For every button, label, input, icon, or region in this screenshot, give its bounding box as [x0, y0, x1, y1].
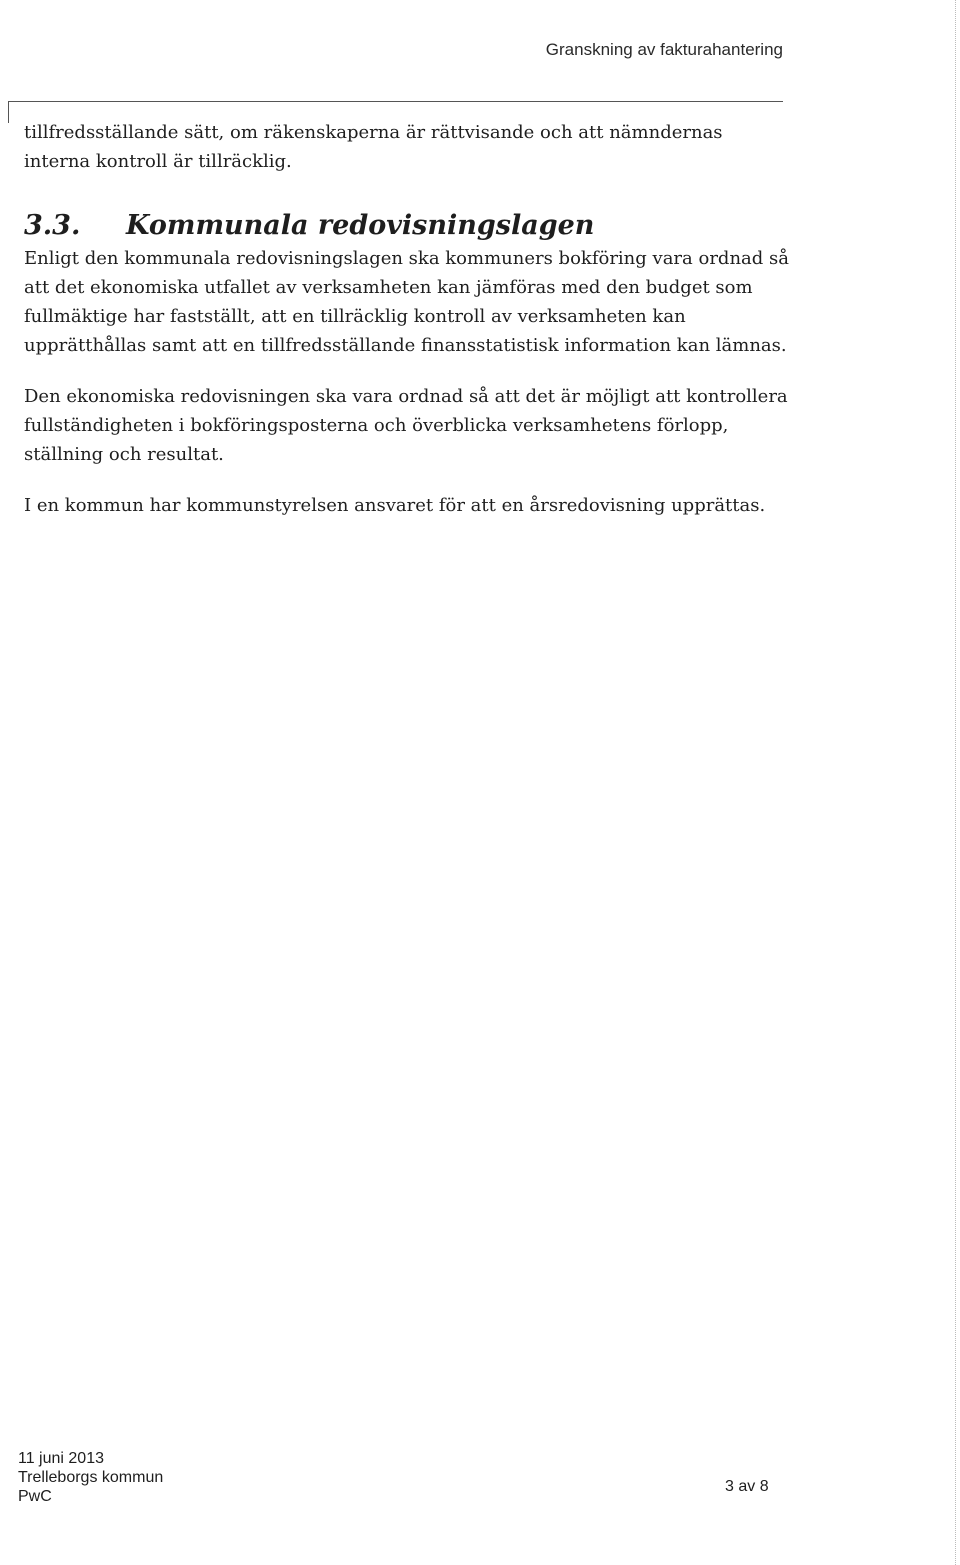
header-margin-mark: [8, 101, 9, 123]
footer-organization: Trelleborgs kommun: [18, 1469, 164, 1486]
section-title: Kommunala redovisningslagen: [126, 210, 595, 241]
page-edge-line: [955, 0, 956, 1565]
body-paragraph-3: I en kommun har kommunstyrelsen ansvaret för att en årsredovisning upprättas.: [24, 495, 766, 516]
header-divider: [8, 101, 783, 102]
page-number: 3 av 8: [725, 1478, 769, 1495]
section-number: 3.3.: [24, 210, 81, 241]
intro-continued-paragraph: tillfredsställande sätt, om räkenskaperna är rättvisande och att nämndernas interna kontroll är tillräcklig.: [24, 122, 723, 172]
running-header-title: Granskning av fakturahantering: [545, 40, 783, 59]
body-paragraph-2: Den ekonomiska redovisningen ska vara ordnad så att det är möjligt att kontrollera fullständigheten i bokföringsposterna och överblicka verksamhetens förlopp, ställning och resultat.: [24, 386, 788, 465]
footer-firm: PwC: [18, 1488, 52, 1505]
page-footer: [18, 1449, 163, 1506]
section-heading: [24, 209, 794, 243]
footer-date: 11 juni 2013: [18, 1450, 104, 1467]
document-body: [24, 118, 794, 520]
body-paragraph-1: Enligt den kommunala redovisningslagen ska kommuners bokföring vara ordnad så att det ekonomiska utfallet av verksamheten kan jämföras med den budget som fullmäktige har fastställt, att en tillräcklig kontroll av verksamheten kan upprätthållas samt att en tillfredsställande finansstatistisk information kan lämnas.: [24, 248, 789, 356]
